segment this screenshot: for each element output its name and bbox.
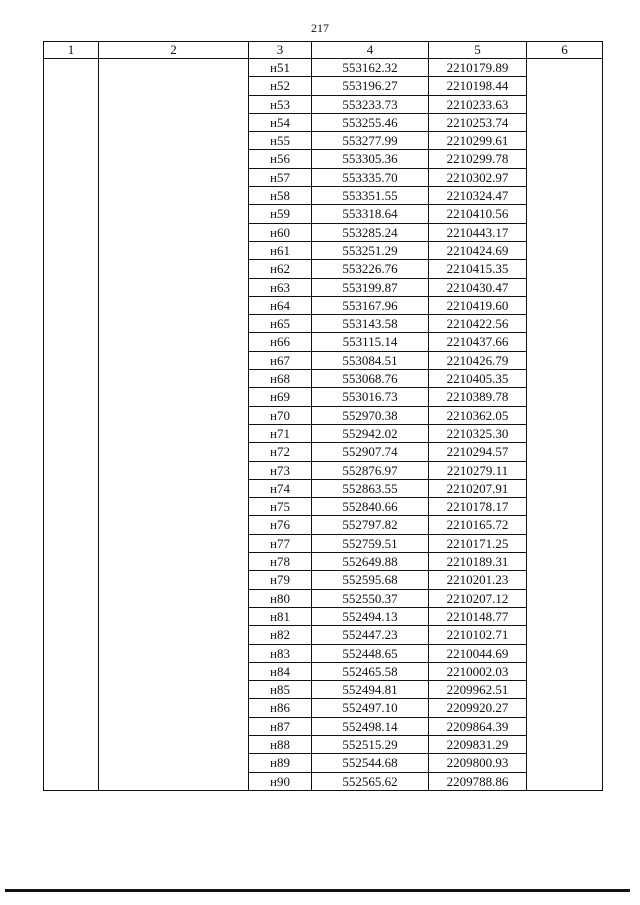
point-number-cell: н69 [249,388,312,406]
point-number-cell: н85 [249,681,312,699]
point-number-cell: н60 [249,223,312,241]
y-coordinate-cell: 2209800.93 [429,754,527,772]
point-number-cell: н86 [249,699,312,717]
x-coordinate-cell: 553167.96 [312,296,429,314]
y-coordinate-cell: 2210430.47 [429,278,527,296]
y-coordinate-cell: 2210410.56 [429,205,527,223]
y-coordinate-cell: 2210299.61 [429,132,527,150]
point-number-cell: н70 [249,406,312,424]
x-coordinate-cell: 553233.73 [312,95,429,113]
point-number-cell: н59 [249,205,312,223]
y-coordinate-cell: 2210102.71 [429,626,527,644]
y-coordinate-cell: 2210253.74 [429,113,527,131]
y-coordinate-cell: 2210299.78 [429,150,527,168]
point-number-cell: н75 [249,498,312,516]
point-number-cell: н87 [249,717,312,735]
y-coordinate-cell: 2210178.17 [429,498,527,516]
x-coordinate-cell: 552498.14 [312,717,429,735]
point-number-cell: н53 [249,95,312,113]
y-coordinate-cell: 2210179.89 [429,59,527,77]
x-coordinate-cell: 552970.38 [312,406,429,424]
y-coordinate-cell: 2210002.03 [429,662,527,680]
point-number-cell: н67 [249,351,312,369]
x-coordinate-cell: 553305.36 [312,150,429,168]
y-coordinate-cell: 2209962.51 [429,681,527,699]
merged-cell-col-2 [99,59,249,791]
y-coordinate-cell: 2210207.91 [429,479,527,497]
y-coordinate-cell: 2209788.86 [429,772,527,790]
point-number-cell: н83 [249,644,312,662]
point-number-cell: н55 [249,132,312,150]
x-coordinate-cell: 553277.99 [312,132,429,150]
point-number-cell: н77 [249,534,312,552]
x-coordinate-cell: 552494.81 [312,681,429,699]
point-number-cell: н51 [249,59,312,77]
point-number-cell: н64 [249,296,312,314]
point-number-cell: н65 [249,315,312,333]
y-coordinate-cell: 2210426.79 [429,351,527,369]
header-col-2: 2 [99,42,249,59]
y-coordinate-cell: 2210324.47 [429,187,527,205]
x-coordinate-cell: 553068.76 [312,370,429,388]
point-number-cell: н79 [249,571,312,589]
point-number-cell: н84 [249,662,312,680]
x-coordinate-cell: 552544.68 [312,754,429,772]
y-coordinate-cell: 2209831.29 [429,735,527,753]
point-number-cell: н68 [249,370,312,388]
header-col-1: 1 [44,42,99,59]
page-number: 217 [311,21,329,35]
point-number-cell: н78 [249,553,312,571]
x-coordinate-cell: 553335.70 [312,168,429,186]
point-number-cell: н81 [249,607,312,625]
point-number-cell: н58 [249,187,312,205]
x-coordinate-cell: 552448.65 [312,644,429,662]
x-coordinate-cell: 552595.68 [312,571,429,589]
x-coordinate-cell: 553251.29 [312,241,429,259]
x-coordinate-cell: 552550.37 [312,589,429,607]
point-number-cell: н56 [249,150,312,168]
merged-cell-col-1 [44,59,99,791]
point-number-cell: н52 [249,77,312,95]
table-row [44,59,603,77]
x-coordinate-cell: 552649.88 [312,553,429,571]
x-coordinate-cell: 552942.02 [312,424,429,442]
point-number-cell: н63 [249,278,312,296]
x-coordinate-cell: 553084.51 [312,351,429,369]
y-coordinate-cell: 2210189.31 [429,553,527,571]
y-coordinate-cell: 2210415.35 [429,260,527,278]
point-number-cell: н76 [249,516,312,534]
y-coordinate-cell: 2210389.78 [429,388,527,406]
y-coordinate-cell: 2210362.05 [429,406,527,424]
y-coordinate-cell: 2210424.69 [429,241,527,259]
x-coordinate-cell: 552565.62 [312,772,429,790]
point-number-cell: н54 [249,113,312,131]
y-coordinate-cell: 2210302.97 [429,168,527,186]
point-number-cell: н72 [249,443,312,461]
x-coordinate-cell: 553143.58 [312,315,429,333]
header-col-6: 6 [527,42,603,59]
point-number-cell: н80 [249,589,312,607]
x-coordinate-cell: 553199.87 [312,278,429,296]
x-coordinate-cell: 553115.14 [312,333,429,351]
point-number-cell: н73 [249,461,312,479]
point-number-cell: н74 [249,479,312,497]
y-coordinate-cell: 2210405.35 [429,370,527,388]
x-coordinate-cell: 553016.73 [312,388,429,406]
y-coordinate-cell: 2210165.72 [429,516,527,534]
y-coordinate-cell: 2210279.11 [429,461,527,479]
x-coordinate-cell: 552465.58 [312,662,429,680]
x-coordinate-cell: 552759.51 [312,534,429,552]
y-coordinate-cell: 2210207.12 [429,589,527,607]
x-coordinate-cell: 552797.82 [312,516,429,534]
x-coordinate-cell: 553226.76 [312,260,429,278]
y-coordinate-cell: 2210198.44 [429,77,527,95]
y-coordinate-cell: 2210201.23 [429,571,527,589]
point-number-cell: н88 [249,735,312,753]
y-coordinate-cell: 2209864.39 [429,717,527,735]
header-col-3: 3 [249,42,312,59]
y-coordinate-cell: 2210044.69 [429,644,527,662]
point-number-cell: н82 [249,626,312,644]
y-coordinate-cell: 2210148.77 [429,607,527,625]
y-coordinate-cell: 2210325.30 [429,424,527,442]
x-coordinate-cell: 553285.24 [312,223,429,241]
x-coordinate-cell: 553162.32 [312,59,429,77]
x-coordinate-cell: 552907.74 [312,443,429,461]
y-coordinate-cell: 2210419.60 [429,296,527,314]
merged-cell-col-6 [527,59,603,791]
point-number-cell: н62 [249,260,312,278]
x-coordinate-cell: 552497.10 [312,699,429,717]
x-coordinate-cell: 552515.29 [312,735,429,753]
y-coordinate-cell: 2210422.56 [429,315,527,333]
x-coordinate-cell: 552863.55 [312,479,429,497]
table-body [44,59,603,791]
y-coordinate-cell: 2209920.27 [429,699,527,717]
header-row [44,42,603,59]
y-coordinate-cell: 2210437.66 [429,333,527,351]
point-number-cell: н89 [249,754,312,772]
point-number-cell: н57 [249,168,312,186]
y-coordinate-cell: 2210443.17 [429,223,527,241]
y-coordinate-cell: 2210233.63 [429,95,527,113]
point-number-cell: н61 [249,241,312,259]
x-coordinate-cell: 553351.55 [312,187,429,205]
x-coordinate-cell: 553196.27 [312,77,429,95]
y-coordinate-cell: 2210171.25 [429,534,527,552]
x-coordinate-cell: 553255.46 [312,113,429,131]
header-col-5: 5 [429,42,527,59]
x-coordinate-cell: 552447.23 [312,626,429,644]
header-col-4: 4 [312,42,429,59]
point-number-cell: н66 [249,333,312,351]
x-coordinate-cell: 553318.64 [312,205,429,223]
coordinates-table-container [43,41,602,791]
x-coordinate-cell: 552840.66 [312,498,429,516]
bottom-rule [5,889,630,892]
point-number-cell: н90 [249,772,312,790]
coordinates-table [43,41,603,791]
x-coordinate-cell: 552876.97 [312,461,429,479]
point-number-cell: н71 [249,424,312,442]
x-coordinate-cell: 552494.13 [312,607,429,625]
y-coordinate-cell: 2210294.57 [429,443,527,461]
